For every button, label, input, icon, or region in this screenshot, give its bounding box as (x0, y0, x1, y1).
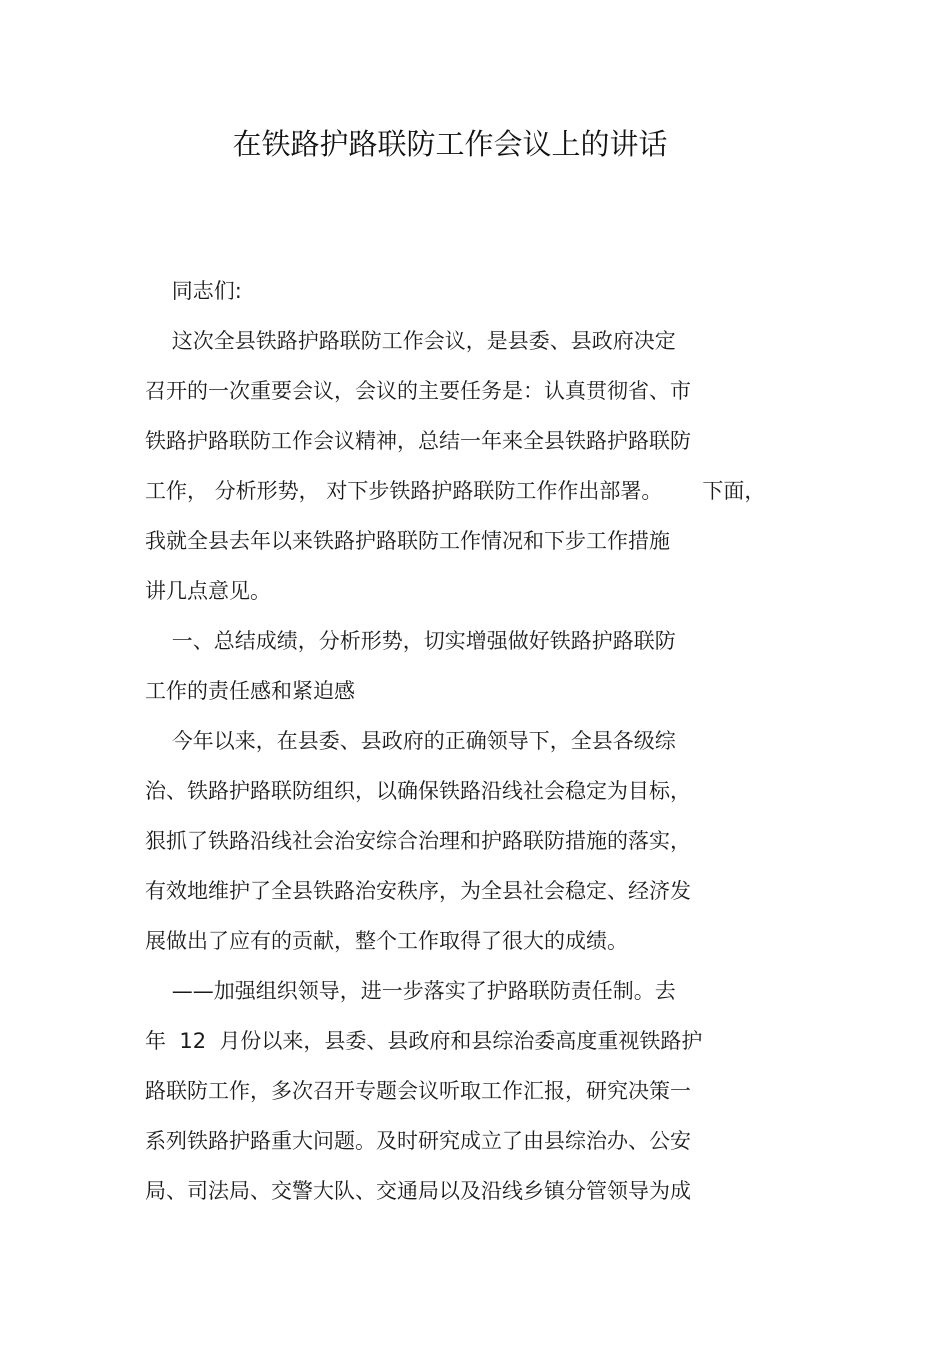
body-line: 狠抓了铁路沿线社会治安综合治理和护路联防措施的落实， (145, 829, 691, 853)
body-line: 治、铁路护路联防组织，以确保铁路沿线社会稳定为目标， (145, 779, 691, 803)
body-line: 展做出了应有的贡献，整个工作取得了很大的成绩。 (145, 929, 628, 953)
body-line: 召开的一次重要会议，会议的主要任务是：认真贯彻省、市 (145, 379, 691, 403)
body-line: 年 12 月份以来，县委、县政府和县综治委高度重视铁路护 (145, 1029, 703, 1053)
section-heading: 工作的责任感和紧迫感 (145, 679, 355, 703)
body-line: 讲几点意见。 (145, 579, 271, 603)
body-line: 局、司法局、交警大队、交通局以及沿线乡镇分管领导为成 (145, 1179, 691, 1203)
body-line: 工作， 分析形势， 对下步铁路护路联防工作作出部署。 下面， (145, 479, 766, 503)
body-line: 路联防工作，多次召开专题会议听取工作汇报，研究决策一 (145, 1079, 691, 1103)
document-title: 在铁路护路联防工作会议上的讲话 (232, 127, 668, 161)
body-line: 系列铁路护路重大问题。及时研究成立了由县综治办、公安 (145, 1129, 691, 1153)
body-line: 有效地维护了全县铁路治安秩序，为全县社会稳定、经济发 (145, 879, 691, 903)
body-line: 铁路护路联防工作会议精神，总结一年来全县铁路护路联防 (145, 429, 691, 453)
body-line: ——加强组织领导，进一步落实了护路联防责任制。去 (145, 979, 676, 1003)
body-line: 同志们: (145, 279, 242, 303)
body-line: 这次全县铁路护路联防工作会议，是县委、县政府决定 (145, 329, 676, 353)
body-line: 我就全县去年以来铁路护路联防工作情况和下步工作措施 (145, 529, 670, 553)
body-line: 今年以来，在县委、县政府的正确领导下，全县各级综 (145, 729, 676, 753)
section-heading: 一、总结成绩，分析形势，切实增强做好铁路护路联防 (145, 629, 676, 653)
